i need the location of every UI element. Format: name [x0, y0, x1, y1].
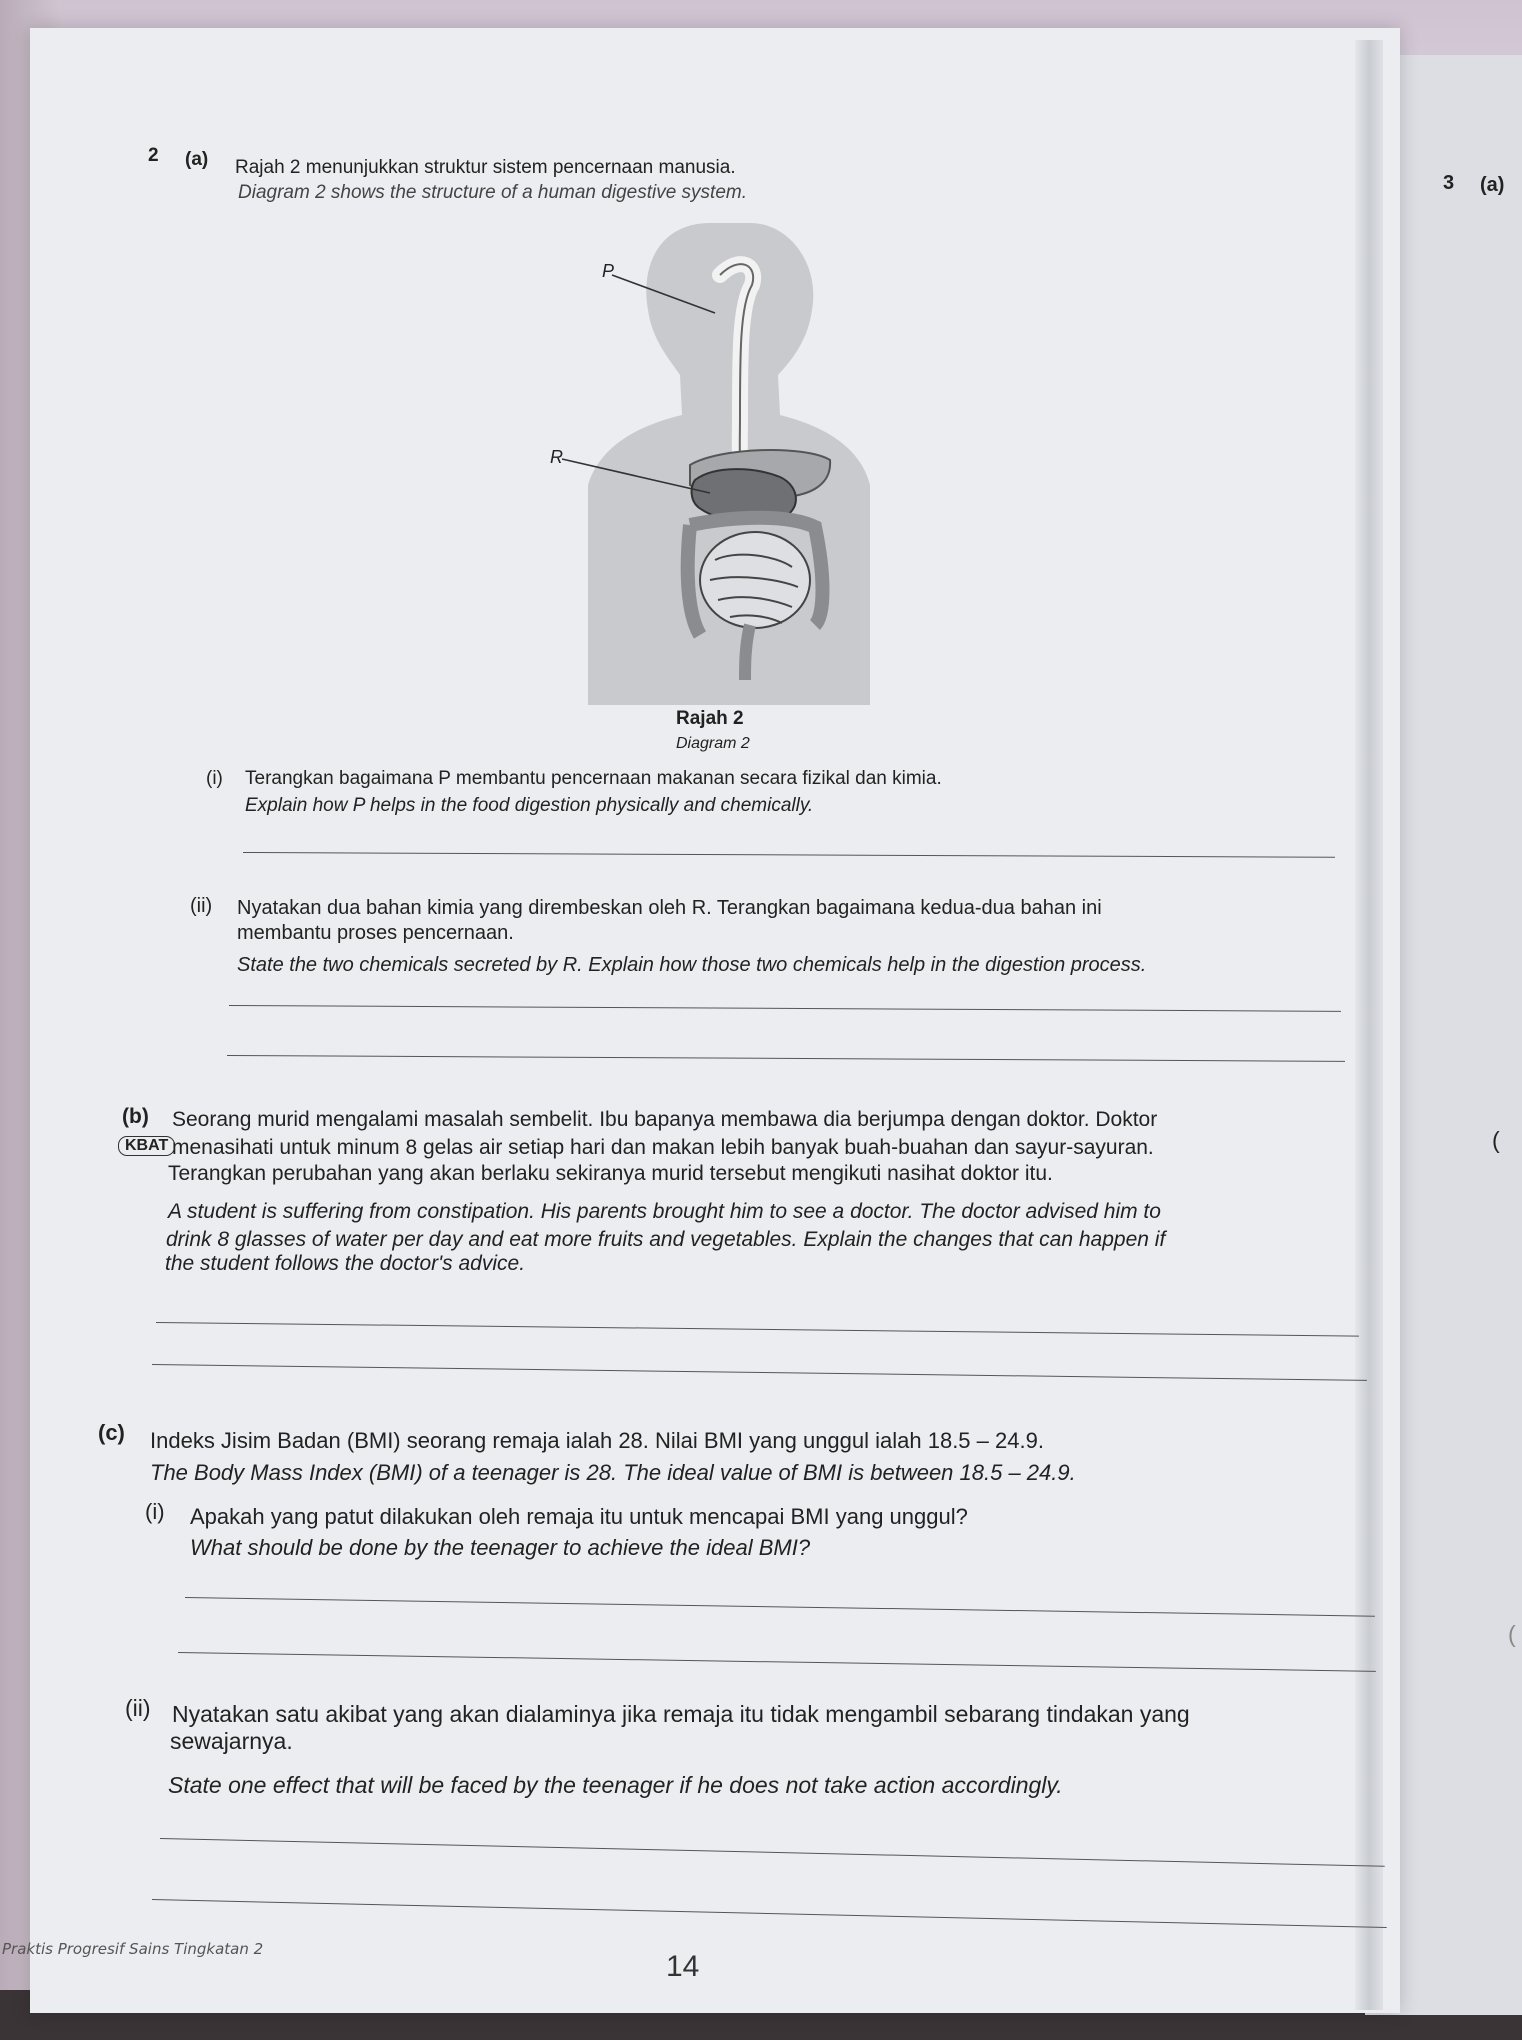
- small-intestine: [700, 532, 810, 628]
- part-b-malay-2: menasihati untuk minum 8 gelas air setiap hari dan makan lebih banyak buah-buahan dan sayur-sayuran.: [172, 1136, 1154, 1159]
- part-a-label: (a): [185, 149, 209, 170]
- part-a-malay: Rajah 2 menunjukkan struktur sistem pencernaan manusia.: [235, 157, 736, 178]
- part-c-ii-label: (ii): [125, 1695, 151, 1721]
- right-question-label: (a): [1480, 174, 1505, 196]
- kbat-badge: KBAT: [118, 1136, 175, 1156]
- part-a-english: Diagram 2 shows the structure of a human digestive system.: [238, 182, 748, 203]
- digestive-system-diagram: [540, 215, 920, 710]
- label-p: P: [602, 261, 615, 281]
- book-title-footer: Praktis Progresif Sains Tingkatan 2: [2, 1940, 264, 1958]
- part-b-malay-3: Terangkan perubahan yang akan berlaku sekiranya murid tersebut mengikuti nasihat doktor itu.: [168, 1162, 1053, 1185]
- right-page-fragment: (: [1492, 1127, 1500, 1153]
- diagram-caption-malay: Rajah 2: [676, 708, 744, 729]
- part-b-malay-1: Seorang murid mengalami masalah sembelit. Ibu bapanya membawa dia berjumpa dengan doktor. Doktor: [172, 1108, 1158, 1131]
- question-number: 2: [148, 145, 159, 166]
- part-a-i-label: (i): [206, 768, 223, 789]
- part-c-i-malay: Apakah yang patut dilakukan oleh remaja itu untuk mencapai BMI yang unggul?: [190, 1504, 968, 1529]
- part-b-english-2: drink 8 glasses of water per day and eat more fruits and vegetables. Explain the changes that can happen if: [166, 1228, 1166, 1251]
- part-c-ii-malay-1: Nyatakan satu akibat yang akan dialaminya jika remaja itu tidak mengambil sebarang tindakan yang: [172, 1701, 1190, 1727]
- part-b-english-1: A student is suffering from constipation. His parents brought him to see a doctor. The doctor advised him to: [168, 1200, 1161, 1223]
- part-b-english-3: the student follows the doctor's advice.: [165, 1252, 526, 1275]
- right-page-fragment: (: [1508, 1621, 1516, 1647]
- part-c-english: The Body Mass Index (BMI) of a teenager is 28. The ideal value of BMI is between 18.5 – 24.9.: [150, 1460, 1076, 1485]
- part-c-label: (c): [98, 1420, 125, 1445]
- part-a-i-malay: Terangkan bagaimana P membantu pencernaan makanan secara fizikal dan kimia.: [245, 768, 942, 789]
- part-c-ii-english: State one effect that will be faced by the teenager if he does not take action accordingly.: [168, 1772, 1063, 1798]
- right-question-number: 3: [1443, 172, 1455, 194]
- label-r: R: [550, 447, 563, 467]
- rectum: [745, 625, 750, 680]
- diagram-caption-english: Diagram 2: [676, 735, 750, 752]
- part-a-ii-english: State the two chemicals secreted by R. Explain how those two chemicals help in the digestion process.: [237, 954, 1147, 976]
- part-a-ii-label: (ii): [190, 895, 213, 917]
- part-c-i-label: (i): [145, 1499, 165, 1524]
- part-c-ii-malay-2: sewajarnya.: [170, 1728, 293, 1754]
- part-a-ii-malay-2: membantu proses pencernaan.: [237, 922, 514, 944]
- part-a-i-english: Explain how P helps in the food digestion physically and chemically.: [245, 795, 814, 816]
- part-b-label: (b): [122, 1105, 149, 1128]
- part-a-ii-malay-1: Nyatakan dua bahan kimia yang dirembeskan oleh R. Terangkan bagaimana kedua-dua bahan ini: [237, 897, 1102, 919]
- part-c-i-english: What should be done by the teenager to achieve the ideal BMI?: [190, 1535, 811, 1560]
- book-gutter: [1355, 40, 1383, 2010]
- part-c-malay: Indeks Jisim Badan (BMI) seorang remaja ialah 28. Nilai BMI yang unggul ialah 18.5 – 24.9.: [150, 1428, 1044, 1453]
- page-number: 14: [666, 1950, 700, 1983]
